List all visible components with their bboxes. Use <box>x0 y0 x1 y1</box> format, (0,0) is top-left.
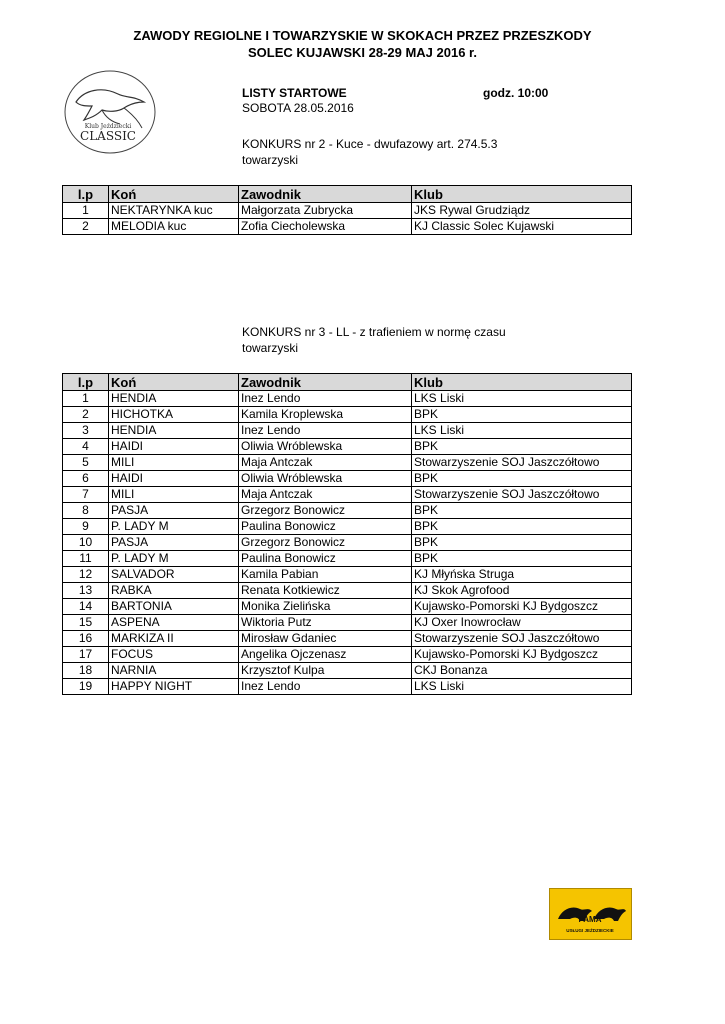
cell-rider: Monika Zielińska <box>239 599 412 615</box>
start-time: godz. 10:00 <box>483 86 549 100</box>
cell-rider: Oliwia Wróblewska <box>239 471 412 487</box>
cell-rider: Renata Kotkiewicz <box>239 583 412 599</box>
table-header-row <box>63 186 632 203</box>
cell-rider: Angelika Ojczenasz <box>239 647 412 663</box>
cell-rider: Grzegorz Bonowicz <box>239 535 412 551</box>
table-row <box>63 391 632 407</box>
sponsor-name: PAMA <box>578 915 602 924</box>
cell-club: JKS Rywal Grudziądz <box>412 203 632 219</box>
cell-club: KJ Oxer Inowrocław <box>412 615 632 631</box>
table-row <box>63 423 632 439</box>
cell-horse: MILI <box>109 487 239 503</box>
cell-horse: HAIDI <box>109 471 239 487</box>
cell-club: BPK <box>412 519 632 535</box>
document-title: ZAWODY REGIOLNE I TOWARZYSKIE W SKOKACH PRZEZ PRZESZKODY <box>133 28 592 43</box>
cell-lp: 13 <box>63 583 109 599</box>
cell-lp: 2 <box>63 219 109 235</box>
sponsor-subtitle: USŁUGI JEŹDZIECKIE <box>566 928 614 933</box>
cell-lp: 8 <box>63 503 109 519</box>
table-row <box>63 535 632 551</box>
cell-horse: HENDIA <box>109 423 239 439</box>
document-subtitle: SOLEC KUJAWSKI 28-29 MAJ 2016 r. <box>247 45 478 60</box>
cell-lp: 2 <box>63 407 109 423</box>
column-header-club: Klub <box>412 374 632 391</box>
table-row <box>63 503 632 519</box>
table-row <box>63 551 632 567</box>
cell-rider: Maja Antczak <box>239 455 412 471</box>
cell-club: LKS Liski <box>412 679 632 695</box>
table-row <box>63 583 632 599</box>
cell-club: KJ Skok Agrofood <box>412 583 632 599</box>
start-lists-label: LISTY STARTOWE <box>242 86 347 100</box>
competition3-title: KONKURS nr 3 - LL - z trafieniem w normę czasu <box>242 325 506 339</box>
cell-club: LKS Liski <box>412 423 632 439</box>
cell-horse: PASJA <box>109 535 239 551</box>
cell-horse: HAPPY NIGHT <box>109 679 239 695</box>
cell-horse: HENDIA <box>109 391 239 407</box>
competition3-start-list <box>62 373 632 695</box>
cell-club: Stowarzyszenie SOJ Jaszczółtowo <box>412 487 632 503</box>
table-row <box>63 631 632 647</box>
cell-lp: 15 <box>63 615 109 631</box>
cell-rider: Maja Antczak <box>239 487 412 503</box>
logo-small-text: Klub Jeździecki <box>84 123 132 130</box>
cell-horse: P. LADY M <box>109 551 239 567</box>
cell-horse: FOCUS <box>109 647 239 663</box>
table-row <box>63 519 632 535</box>
table-row <box>63 219 632 235</box>
column-header-rider: Zawodnik <box>239 186 412 203</box>
competition2-start-list <box>62 185 632 235</box>
cell-lp: 19 <box>63 679 109 695</box>
cell-lp: 4 <box>63 439 109 455</box>
competition3-type: towarzyski <box>242 341 299 355</box>
cell-rider: Inez Lendo <box>239 423 412 439</box>
cell-lp: 7 <box>63 487 109 503</box>
table-header-row <box>63 374 632 391</box>
column-header-horse: Koń <box>109 374 239 391</box>
table-row <box>63 567 632 583</box>
cell-lp: 5 <box>63 455 109 471</box>
cell-lp: 14 <box>63 599 109 615</box>
cell-horse: NEKTARYNKA kuc <box>109 203 239 219</box>
cell-lp: 3 <box>63 423 109 439</box>
cell-rider: Paulina Bonowicz <box>239 551 412 567</box>
cell-rider: Inez Lendo <box>239 679 412 695</box>
cell-horse: MELODIA kuc <box>109 219 239 235</box>
cell-horse: P. LADY M <box>109 519 239 535</box>
cell-lp: 10 <box>63 535 109 551</box>
cell-rider: Grzegorz Bonowicz <box>239 503 412 519</box>
cell-rider: Zofia Ciecholewska <box>239 219 412 235</box>
cell-lp: 11 <box>63 551 109 567</box>
cell-lp: 16 <box>63 631 109 647</box>
table-row <box>63 647 632 663</box>
logo-name-text: CLASSIC <box>80 129 136 143</box>
cell-club: LKS Liski <box>412 391 632 407</box>
column-header-lp: l.p <box>63 374 109 391</box>
cell-horse: MILI <box>109 455 239 471</box>
cell-lp: 18 <box>63 663 109 679</box>
cell-lp: 6 <box>63 471 109 487</box>
cell-club: BPK <box>412 471 632 487</box>
table-row <box>63 471 632 487</box>
cell-rider: Małgorzata Zubrycka <box>239 203 412 219</box>
column-header-club: Klub <box>412 186 632 203</box>
cell-lp: 1 <box>63 391 109 407</box>
table-row <box>63 599 632 615</box>
cell-rider: Kamila Kroplewska <box>239 407 412 423</box>
cell-club: Stowarzyszenie SOJ Jaszczółtowo <box>412 631 632 647</box>
cell-club: BPK <box>412 439 632 455</box>
table-row <box>63 439 632 455</box>
cell-rider: Kamila Pabian <box>239 567 412 583</box>
cell-club: BPK <box>412 535 632 551</box>
cell-horse: NARNIA <box>109 663 239 679</box>
cell-club: Kujawsko-Pomorski KJ Bydgoszcz <box>412 647 632 663</box>
cell-club: KJ Classic Solec Kujawski <box>412 219 632 235</box>
cell-horse: MARKIZA II <box>109 631 239 647</box>
cell-club: BPK <box>412 551 632 567</box>
cell-rider: Paulina Bonowicz <box>239 519 412 535</box>
cell-lp: 1 <box>63 203 109 219</box>
cell-club: Kujawsko-Pomorski KJ Bydgoszcz <box>412 599 632 615</box>
cell-rider: Inez Lendo <box>239 391 412 407</box>
cell-rider: Wiktoria Putz <box>239 615 412 631</box>
cell-horse: HICHOTKA <box>109 407 239 423</box>
table-row <box>63 455 632 471</box>
cell-club: CKJ Bonanza <box>412 663 632 679</box>
table-row <box>63 663 632 679</box>
cell-lp: 12 <box>63 567 109 583</box>
competition-date: SOBOTA 28.05.2016 <box>242 101 354 115</box>
competition2-title: KONKURS nr 2 - Kuce - dwufazowy art. 274.5.3 <box>242 137 498 151</box>
cell-horse: RABKA <box>109 583 239 599</box>
cell-club: BPK <box>412 503 632 519</box>
cell-lp: 9 <box>63 519 109 535</box>
column-header-lp: l.p <box>63 186 109 203</box>
competition2-type: towarzyski <box>242 153 299 167</box>
cell-horse: PASJA <box>109 503 239 519</box>
column-header-rider: Zawodnik <box>239 374 412 391</box>
table-row <box>63 203 632 219</box>
column-header-horse: Koń <box>109 186 239 203</box>
table-row <box>63 407 632 423</box>
cell-horse: ASPENA <box>109 615 239 631</box>
table-row <box>63 615 632 631</box>
cell-horse: SALVADOR <box>109 567 239 583</box>
cell-rider: Oliwia Wróblewska <box>239 439 412 455</box>
cell-club: KJ Młyńska Struga <box>412 567 632 583</box>
cell-lp: 17 <box>63 647 109 663</box>
cell-horse: HAIDI <box>109 439 239 455</box>
cell-club: Stowarzyszenie SOJ Jaszczółtowo <box>412 455 632 471</box>
sponsor-logo <box>549 888 632 940</box>
club-classic-logo <box>62 68 158 156</box>
table-row <box>63 679 632 695</box>
cell-rider: Mirosław Gdaniec <box>239 631 412 647</box>
cell-club: BPK <box>412 407 632 423</box>
sponsor-horses-icon <box>550 889 631 939</box>
cell-rider: Krzysztof Kulpa <box>239 663 412 679</box>
cell-horse: BARTONIA <box>109 599 239 615</box>
table-row <box>63 487 632 503</box>
